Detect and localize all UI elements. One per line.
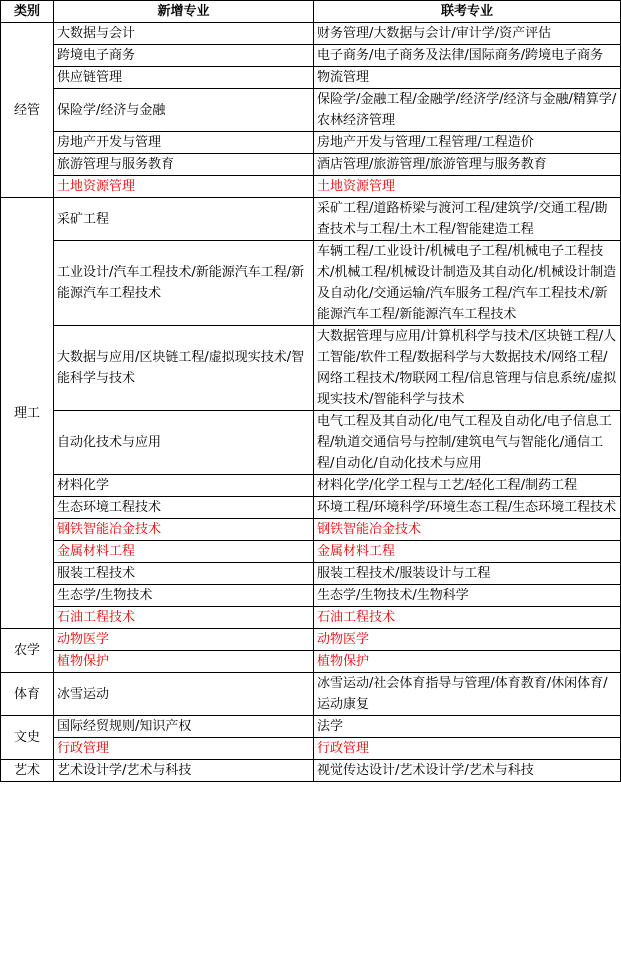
exam-major-cell: 采矿工程/道路桥梁与渡河工程/建筑学/交通工程/勘查技术与工程/土木工程/智能建造工程 — [314, 198, 621, 241]
header-new-major: 新增专业 — [54, 1, 314, 23]
new-major-cell: 服装工程技术 — [54, 563, 314, 585]
table-row — [1, 132, 621, 154]
new-major-cell: 大数据与应用/区块链工程/虚拟现实技术/智能科学与技术 — [54, 326, 314, 411]
new-major-cell: 艺术设计学/艺术与科技 — [54, 760, 314, 782]
table-row — [1, 563, 621, 585]
table-row — [1, 519, 621, 541]
exam-major-cell: 植物保护 — [314, 651, 621, 673]
table-row — [1, 585, 621, 607]
table-row — [1, 475, 621, 497]
exam-major-cell: 电子商务/电子商务及法律/国际商务/跨境电子商务 — [314, 45, 621, 67]
table-row — [1, 45, 621, 67]
exam-major-cell: 物流管理 — [314, 67, 621, 89]
table-row — [1, 629, 621, 651]
table-row — [1, 326, 621, 411]
new-major-cell: 采矿工程 — [54, 198, 314, 241]
new-major-cell: 冰雪运动 — [54, 673, 314, 716]
table-row — [1, 176, 621, 198]
new-major-cell: 工业设计/汽车工程技术/新能源汽车工程/新能源汽车工程技术 — [54, 241, 314, 326]
new-major-cell: 国际经贸规则/知识产权 — [54, 716, 314, 738]
new-major-cell: 动物医学 — [54, 629, 314, 651]
new-major-cell: 金属材料工程 — [54, 541, 314, 563]
exam-major-cell: 保险学/金融工程/金融学/经济学/经济与金融/精算学/农林经济管理 — [314, 89, 621, 132]
exam-major-cell: 大数据管理与应用/计算机科学与技术/区块链工程/人工智能/软件工程/数据科学与大数据技术/网络工程/网络工程技术/物联网工程/信息管理与信息系统/虚拟现实技术/智能科学与技术 — [314, 326, 621, 411]
exam-major-cell: 钢铁智能冶金技术 — [314, 519, 621, 541]
exam-major-cell: 视觉传达设计/艺术设计学/艺术与科技 — [314, 760, 621, 782]
new-major-cell: 植物保护 — [54, 651, 314, 673]
new-major-cell: 行政管理 — [54, 738, 314, 760]
new-major-cell: 大数据与会计 — [54, 23, 314, 45]
exam-major-cell: 动物医学 — [314, 629, 621, 651]
exam-major-cell: 土地资源管理 — [314, 176, 621, 198]
category-cell: 体育 — [1, 673, 54, 716]
exam-major-cell: 酒店管理/旅游管理/旅游管理与服务教育 — [314, 154, 621, 176]
new-major-cell: 生态学/生物技术 — [54, 585, 314, 607]
table-row — [1, 497, 621, 519]
exam-major-cell: 财务管理/大数据与会计/审计学/资产评估 — [314, 23, 621, 45]
table-row — [1, 89, 621, 132]
table-row — [1, 738, 621, 760]
table-row — [1, 607, 621, 629]
category-cell: 农学 — [1, 629, 54, 673]
table-row — [1, 651, 621, 673]
table-row — [1, 673, 621, 716]
category-cell: 文史 — [1, 716, 54, 760]
exam-major-cell: 电气工程及其自动化/电气工程及自动化/电子信息工程/轨道交通信号与控制/建筑电气与智能化/通信工程/自动化/自动化技术与应用 — [314, 411, 621, 475]
exam-major-cell: 法学 — [314, 716, 621, 738]
table-row — [1, 198, 621, 241]
category-cell: 艺术 — [1, 760, 54, 782]
exam-major-cell: 房地产开发与管理/工程管理/工程造价 — [314, 132, 621, 154]
new-major-cell: 生态环境工程技术 — [54, 497, 314, 519]
header-category: 类别 — [1, 1, 54, 23]
new-major-cell: 房地产开发与管理 — [54, 132, 314, 154]
exam-major-cell: 行政管理 — [314, 738, 621, 760]
exam-major-cell: 石油工程技术 — [314, 607, 621, 629]
table-row — [1, 241, 621, 326]
new-major-cell: 保险学/经济与金融 — [54, 89, 314, 132]
table-row — [1, 67, 621, 89]
table-row — [1, 154, 621, 176]
table-row — [1, 541, 621, 563]
new-major-cell: 供应链管理 — [54, 67, 314, 89]
new-major-cell: 钢铁智能冶金技术 — [54, 519, 314, 541]
table-row — [1, 760, 621, 782]
exam-major-cell: 材料化学/化学工程与工艺/轻化工程/制药工程 — [314, 475, 621, 497]
exam-major-cell: 冰雪运动/社会体育指导与管理/体育教育/休闲体育/运动康复 — [314, 673, 621, 716]
new-major-cell: 旅游管理与服务教育 — [54, 154, 314, 176]
exam-major-cell: 车辆工程/工业设计/机械电子工程/机械电子工程技术/机械工程/机械设计制造及其自动化/机械设计制造及自动化/交通运输/汽车服务工程/汽车工程技术/新能源汽车工程/新能源汽车工程技术 — [314, 241, 621, 326]
category-cell: 理工 — [1, 198, 54, 629]
table-row — [1, 716, 621, 738]
new-major-cell: 石油工程技术 — [54, 607, 314, 629]
table-row — [1, 411, 621, 475]
header-row — [1, 1, 621, 23]
new-major-cell: 土地资源管理 — [54, 176, 314, 198]
category-cell: 经管 — [1, 23, 54, 198]
new-major-cell: 自动化技术与应用 — [54, 411, 314, 475]
header-exam-major: 联考专业 — [314, 1, 621, 23]
exam-major-cell: 环境工程/环境科学/环境生态工程/生态环境工程技术 — [314, 497, 621, 519]
exam-major-cell: 服装工程技术/服装设计与工程 — [314, 563, 621, 585]
table-row — [1, 23, 621, 45]
exam-major-cell: 生态学/生物技术/生物科学 — [314, 585, 621, 607]
new-major-cell: 跨境电子商务 — [54, 45, 314, 67]
new-major-cell: 材料化学 — [54, 475, 314, 497]
exam-major-cell: 金属材料工程 — [314, 541, 621, 563]
